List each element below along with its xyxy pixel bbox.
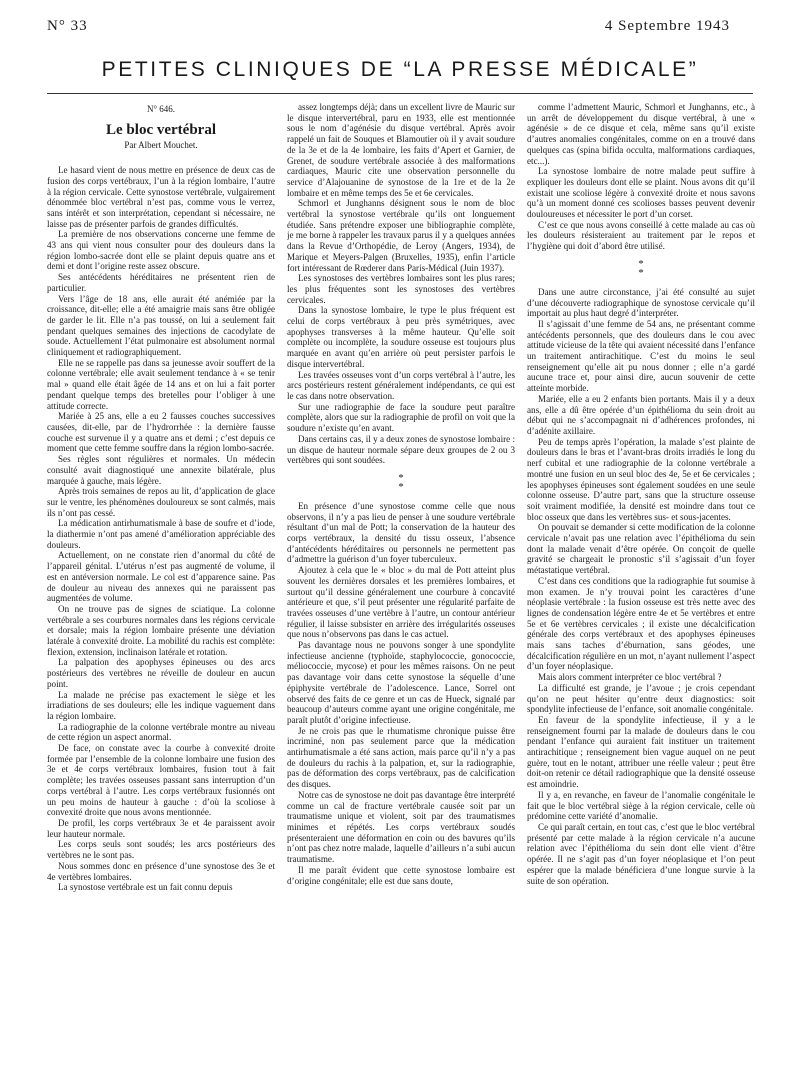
paragraph: La radiographie de la colonne vertébrale montre au niveau de cette région un aspect anormal.: [47, 721, 275, 743]
paragraph: Les travées osseuses vont d’un corps vertébral à l’autre, les arcs postérieurs restent généralement indépendants, ce qui est le cas dans notre observation.: [287, 369, 515, 401]
running-header: [47, 18, 730, 40]
column-3: [527, 102, 755, 1062]
paragraph: Je ne crois pas que le rhumatisme chronique puisse être incriminé, non pas seulement parce que la médication antirhumatismale a été sans action, mais parce qu’il n’y a pas de douleurs du rachis à la palpation, et, sur la radiographie, pas de déformation des corps vertébraux, pas de calcification des disques.: [287, 725, 515, 790]
paragraph: Mariée, elle a eu 2 enfants bien portants. Mais il y a deux ans, elle a dû être opérée d’un épithélioma du sein droit au début qui ne s’accompagnait ni d’adhérences profondes, ni d’adénite axillaire.: [527, 393, 755, 436]
paragraph: La première de nos observations concerne une femme de 43 ans qui vient nous consulter pour des douleurs dans la région lombo-sacrée dont elle se plaint depuis quatre ans et demi et dont l’origine reste assez obscure.: [47, 229, 275, 272]
paragraph: Pas davantage nous ne pouvons songer à une spondylite infectieuse ancienne (typhoïde, staphylococcie, gonococcie, méliococcie, mycose) et pour les mêmes raisons. On ne peut pas davantage voir dans cette synostose la séquelle d’une épiphysite vertébrale de l’adolescence. Lance, Sorrel ont observé des faits de ce genre et un cas de Hueck, signalé par beaucoup d’auteurs comme ayant une origine congénitale, me paraît plutôt d’origine infectieuse.: [287, 640, 515, 725]
issue-date: 4 Septembre 1943: [604, 18, 730, 34]
paragraph: Ses antécédents héréditaires ne présentent rien de particulier.: [47, 272, 275, 293]
paragraph: Le hasard vient de nous mettre en présence de deux cas de fusion des corps vertébraux, l’un à la région lombaire, l’autre à la région cervicale. Cette synostose vertébrale, vulgairement dénommée bloc vertébral n’est pas, comme vous le verrez, sans intérêt et son interprétation, cependant si nécessaire, ne laisse pas de présenter parfois de grandes difficultés.: [47, 165, 275, 229]
paragraph: Il s’agissait d’une femme de 54 ans, ne présentant comme antécédents personnels, que des douleurs dans le cou avec attitude vicieuse de la tête qui avaient nécessité dans l’enfance un traitement antirachitique. C’est du moins le seul renseignement qu’elle ait pu nous donner ; elle n’a gardé aucune trace et, pour ainsi dire, aucun souvenir de cette atteinte morbide.: [527, 318, 755, 394]
paragraph: Il me paraît évident que cette synostose lombaire est d’origine congénitale; elle est due sans doute,: [287, 864, 515, 886]
paragraph: De face, on constate avec la courbe à convexité droite formée par l’ensemble de la colonne lombaire une fusion des 3e et 4e corps vertébraux lombaires, fusion tout à fait complète; les travées osseuses passant sans interruption d’un corps vertébral à l’autre. Les corps vertébraux fusionnés ont un peu moins de hauteur à gauche : d’où la scoliose à convexité droite que nous avons mentionnée.: [47, 743, 275, 818]
paragraph: Notre cas de synostose ne doit pas davantage être interprété comme un cal de fracture vertébrale causée soit par un traumatisme unique et violent, soit par des traumatismes minimes et répétés. Les corps vertébraux soudés présenteraient une déformation en coin ou des bavures qu’ils n’ont pas chez notre malade, laquelle d’ailleurs n’a subi aucun traumatisme.: [287, 789, 515, 865]
column-2: [287, 102, 515, 1062]
paragraph: comme l’admettent Mauric, Schmorl et Junghanns, etc., à un arrêt de développement du disque vertébral, à une « agénésie » de ce disque et cela, même sans qu’il existe d’autres anomalies congénitales, comme on en a trouvé dans quelques cas (spina bifida occulta, malformations cardiaques, etc...).: [527, 102, 755, 166]
paragraph: Les synostoses des vertèbres lombaires sont les plus rares; les plus fréquentes sont les synostoses des vertèbres cervicales.: [287, 273, 515, 305]
paragraph: La malade ne précise pas exactement le siège et les irradiations de ses douleurs; elle les indique vaguement dans la région lombaire.: [47, 689, 275, 721]
issue-number: N° 33: [47, 18, 88, 34]
paragraph: assez longtemps déjà; dans un excellent livre de Mauric sur le disque intervertébral, paru en 1933, elle est mentionnée sous le nom d’agénésie du disque vertébral. Après avoir rappelé un fait de Souques et Blamoutier où il y avait soudure de la 3e et de la 4e lombaire, les faits d’Apert et Garnier, de Grenet, de soudure vertébrale associée à des malformations cardiaques, Mauric cite une observation personnelle du service d’Alajouanine de synostose de la 1re et de la 2e lombaire et en même temps des 5e et 6e cervicales.: [287, 102, 515, 198]
masthead: PETITES CLINIQUES DE “LA PRESSE MÉDICALE”: [101, 58, 699, 81]
asterisk: *: [638, 266, 644, 279]
asterisk: *: [638, 257, 644, 270]
asterisk: *: [398, 471, 404, 484]
paragraph: La médication antirhumatismale à base de soufre et d’iode, la diathermie n’ont pas amené d’amélioration appréciable des douleurs.: [47, 518, 275, 550]
paragraph: Elle ne se rappelle pas dans sa jeunesse avoir souffert de la colonne vertébrale; elle avait seulement tendance à « se tenir mal » quand elle était âgée de 14 ans et on lui a fait porter pendant quelque temps des bretelles pour l’obliger à une attitude correcte.: [47, 357, 275, 411]
paragraph: Nous sommes donc en présence d’une synostose des 3e et 4e vertèbres lombaires.: [47, 860, 275, 882]
masthead-rule: [47, 93, 753, 94]
paragraph: Les corps seuls sont soudés; les arcs postérieurs des vertèbres ne le sont pas.: [47, 839, 275, 861]
article-author: Par Albert Mouchet.: [124, 140, 198, 151]
paragraph: Sur une radiographie de face la soudure peut paraître complète, alors que sur la radiographie de profil on voit que la soudure n’existe qu’en avant.: [287, 401, 515, 434]
paragraph: Après trois semaines de repos au lit, d’application de glace sur le ventre, les phénomènes douloureux se sont calmés, mais ils n’ont pas cessé.: [47, 486, 275, 518]
paragraph: Mais alors comment interpréter ce bloc vertébral ?: [538, 672, 722, 683]
asterisk: *: [398, 480, 404, 493]
paragraph: La difficulté est grande, je l’avoue ; je crois cependant qu’on ne peut hésiter qu’entre deux diagnostics: soit spondylite infectieuse de l’enfance, soit anomalie congénitale.: [527, 682, 755, 715]
paragraph: En faveur de la spondylite infectieuse, il y a le renseignement fourni par la malade de douleurs dans le cou pendant l’enfance qui auraient fait instituer un traitement antirachitique ; renseignement bien vague auquel on ne peut guère, tout en le notant, attribuer une réelle valeur ; peut être doit-on retenir ce détail radiographique que la densité osseuse est amoindrie.: [527, 714, 755, 790]
paragraph: De profil, les corps vertébraux 3e et 4e paraissent avoir leur hauteur normale.: [47, 818, 275, 839]
paragraph: Il y a, en revanche, en faveur de l’anomalie congénitale le fait que le bloc vertébral siège à la région cervicale, celle où prédomine cette variété d’anomalie.: [527, 789, 755, 822]
paragraph: La palpation des apophyses épineuses ou des arcs postérieurs des vertèbres ne réveille de douleur en aucun point.: [47, 657, 275, 689]
article-number: N° 646.: [146, 104, 176, 114]
paragraph: Dans une autre circonstance, j’ai été consulté au sujet d’une découverte radiographique de synostose cervicale qu’il importait au plus haut degré d’interpréter.: [527, 286, 755, 319]
paragraph: Dans certains cas, il y a deux zones de synostose lombaire : un disque de hauteur normale sépare deux groupes de 2 ou 3 vertèbres qui sont soudées.: [287, 433, 515, 466]
column-1-body: [47, 165, 275, 893]
paragraph: Schmorl et Junghanns désignent sous le nom de bloc vertébral la synostose vertébrale qu’ils ont longuement étudiée. Sans prétendre exposer une bibliographie complète, je me borne à rappeler les travaux parus il y a quelques années dans la Revue d’Orthopédie, de Leroy (Angers, 1934), de Marique et Meyers-Palgen (Bruxelles, 1935), enfin l’article fort intéressant de Rœderer dans Paris-Médical (Juin 1937).: [287, 198, 515, 273]
paragraph: On pouvait se demander si cette modification de la colonne cervicale n’avait pas une relation avec l’épithélioma du sein dont la malade venait d’être opérée. On conçoit de quelle gravité se chargeait le pronostic s’il s’agissait d’un foyer métastatique vertébral.: [527, 522, 755, 576]
paragraph: On ne trouve pas de signes de sciatique. La colonne vertébrale a ses courbures normales dans les régions cervicale et dorsale; mais la région lombaire présente une déviation latérale à convexité droite. La mobilité du rachis est complète: flexion, extension, inclinaison latérale et rotation.: [47, 603, 275, 657]
paragraph: Vers l’âge de 18 ans, elle aurait été anémiée par la croissance, dit-elle; elle a été amaigrie mais sans être obligée de garder le lit. Elle n’a pas toussé, on lui a seulement fait pendant quelques semaines des injections de cacodylate de soude. Actuellement l’état pulmonaire est absolument normal cliniquement et radiographiquement.: [47, 293, 275, 358]
paragraph: Peu de temps après l’opération, la malade s’est plainte de douleurs dans le bras et l’avant-bras droits irradiés le long du nerf cubital et une radiographie de la colonne vertébrale a montré une fusion en un seul bloc des 4e, 5e et 6e cervicales ; les apophyses épineuses sont également soudées en une seule colonne osseuse. D’autre part, sans que la structure osseuse soit vraiment modifiée, la densité est moindre dans tout ce bloc osseux que dans les vertèbres sus- et sous-jacentes.: [527, 436, 755, 522]
paragraph: C’est dans ces conditions que la radiographie fut soumise à mon examen. Je n’y trouvai point les caractères d’une néoplasie vertébrale : la fusion osseuse est très nette avec des lignes de condensation légère entre 4e et 5e vertèbres et entre 5e et 6e vertèbres cervicales ; il existe une décalcification générale des corps vertébraux et des apophyses épineuses mais sans taches d’éburnation, sans géodes, une décalcification régulière en un mot, n’ayant nullement l’aspect d’un foyer néoplasique.: [527, 575, 755, 672]
paragraph: Ses règles sont régulières et normales. Un médecin consulté avait diagnostiqué une annexite bilatérale, plus marquée à gauche, mais légère.: [47, 454, 275, 486]
paragraph: Ce qui paraît certain, en tout cas, c’est que le bloc vertébral présenté par cette malade à la région cervicale n’a aucune relation avec l’épithélioma du sein dont elle vient d’être opérée. Il ne s’agit pas d’un foyer néoplasique et l’on peut espérer que la malade bénéficiera d’une longue survie à la suite de son opération.: [527, 822, 755, 886]
paragraph: Actuellement, on ne constate rien d’anormal du côté de l’appareil génital. L’utérus n’est pas augmenté de volume, il est en antéversion normale. Le col est d’apparence saine. Pas de douleur au niveau des annexes qui ne paraissent pas augmentées de volume.: [47, 550, 275, 604]
paragraph: Mariée à 25 ans, elle a eu 2 fausses couches successives causées, dit-elle, par de l’hydrorrhée : la dernière fausse couche est survenue il y a quatre ans et demi ; c’est depuis ce moment que cette femme souffre dans la région lombo-sacrée.: [47, 411, 275, 454]
paragraph: Ajoutez à cela que le « bloc » du mal de Pott atteint plus souvent les dernières dorsales et les premières lombaires, et surtout qu’il dessine généralement une courbure à concavité antérieure et que, s’il peut présenter une régularité parfaite de travées osseuses d’une vertèbre à l’autre, un contour antérieur régulier, il laisse subsister en arrière des irrégularités osseuses que nous n’observons pas dans le cas actuel.: [287, 565, 515, 640]
section-separator: [527, 257, 755, 279]
section-separator: [287, 471, 515, 493]
paragraph: En présence d’une synostose comme celle que nous observons, il n’y a pas lieu de penser à une soudure vertébrale résultant d’un mal de Pott; la conservation de la hauteur des corps vertébraux, la densité du tissu osseux, l’absence d’antécédents héréditaires ou personnels ne permettent pas d’admettre la guérison d’un foyer tuberculeux.: [287, 500, 515, 565]
paragraph: La synostose vertébrale est un fait connu depuis: [58, 882, 233, 893]
column-1: [47, 102, 275, 1062]
article-title: Le bloc vertébral: [106, 121, 216, 138]
paragraph: Dans la synostose lombaire, le type le plus fréquent est celui de corps vertébraux à peu près symétriques, avec apophyses transverses à la même hauteur. Qu’elle soit complète ou incomplète, la soudure osseuse est toujours plus marquée en avant qu’en arrière où peut persister parfois le disque intervertébral.: [287, 305, 515, 369]
paragraph: La synostose lombaire de notre malade peut suffire à expliquer les douleurs dont elle se plaint. Nous avons dit qu’il existait une scoliose légère à convexité droite et nous savons qu’à un moment donné ces scolioses basses peuvent devenir douloureuses et nécessiter le port d’un corset.: [527, 166, 755, 220]
paragraph: C’est ce que nous avons conseillé à cette malade au cas où les douleurs résisteraient au traitement par le repos et l’hygiène qui doit d’abord être utilisé.: [527, 219, 755, 252]
